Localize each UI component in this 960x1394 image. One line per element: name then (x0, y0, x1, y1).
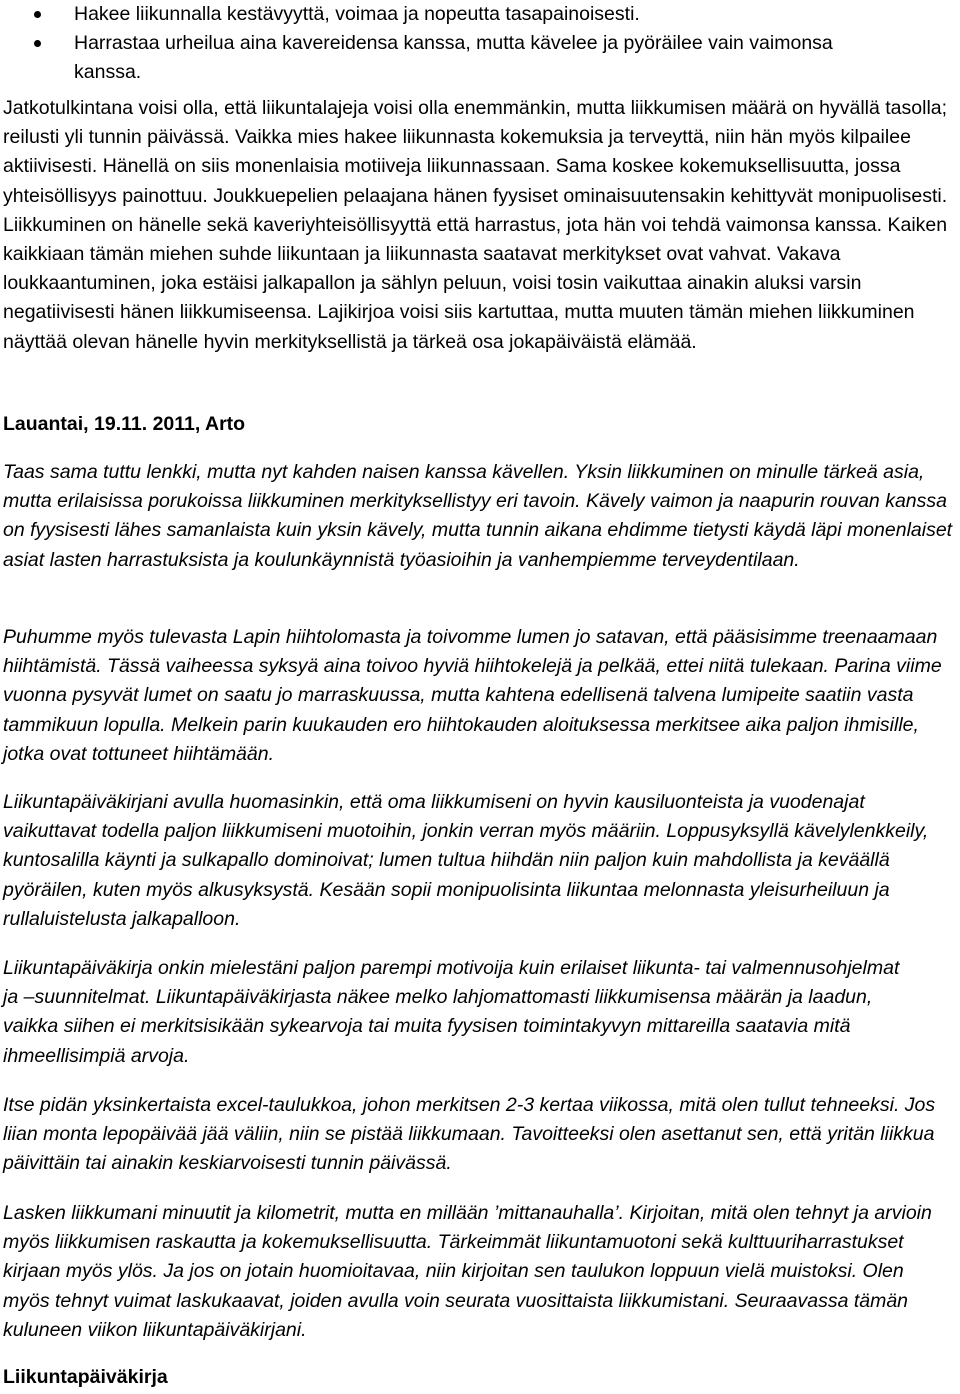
diary-paragraph: Liikuntapäiväkirjani avulla huomasinkin, että oma liikkumiseni on hyvin kausiluonteista ja vuodenajat vaikuttavat todella paljon liikkumiseni muotoihin, jonkin verran myös määriin. Loppusyksyllä kävelylenkkeily, kuntosalilla käynti ja sulkapallo dominoivat; lumen tultua hiihdän niin paljon kuin mahdollista ja keväällä pyöräilen, kuten myös alkusyksystä. Kesään sopii monipuolisinta liikuntaa melonnasta yleisurheiluun ja rullaluistelusta jalkapalloon. (3, 791, 929, 930)
bullet-icon (34, 11, 41, 18)
diary-heading: Lauantai, 19.11. 2011, Arto (3, 413, 246, 435)
section-heading: Liikuntapäiväkirja (3, 1366, 168, 1388)
list-item (0, 0, 960, 29)
bullet-text: Hakee liikunnalla kestävyyttä, voimaa ja nopeutta tasapainoisesti. (74, 3, 640, 25)
diary-paragraph: Itse pidän yksinkertaista excel-taulukkoa, johon merkitsen 2-3 kertaa viikossa, mitä olen tullut tehneeksi. Jos liian monta lepopäivää jää väliin, niin se pistää liikkumaan. Tavoitteeksi olen asettanut sen, että yritän liikkua päivittäin tai ainakin keskiarvoisesti tunnin päivässä. (3, 1094, 936, 1175)
bullet-icon (34, 40, 41, 47)
diary-paragraph: Taas sama tuttu lenkki, mutta nyt kahden naisen kanssa kävellen. Yksin liikkuminen on minulle tärkeä asia, mutta erilaisissa porukoissa liikkuminen merkityksellistyy eri tavoin. Kävely vaimon ja naapurin rouvan kanssa on fyysisesti lähes samanlaista kuin yksin kävely, mutta tunnin aikana ehdimme tietysti käydä läpi monenlaiset asiat lasten harrastuksista ja koulunkäynnistä työasioihin ja vanhempiemme terveydentilaan. (3, 461, 953, 571)
bullet-list (0, 0, 960, 88)
diary-paragraph: Liikuntapäiväkirja onkin mielestäni paljon parempi motivoija kuin erilaiset liikunta- tai valmennusohjelmat ja –suunnitelmat. Liikuntapäiväkirjasta näkee melko lahjomattomasti liikkumisensa määrän ja laadun, vaikka siihen ei merkitsisikään sykearvoja tai muita fyysisen toimintakyvyn mittareilla saatavia mitä ihmeellisimpiä arvoja. (3, 957, 900, 1067)
analysis-paragraph: Jatkotulkintana voisi olla, että liikuntalajeja voisi olla enemmänkin, mutta liikkumisen määrä on hyvällä tasolla; reilusti yli tunnin päivässä. Vaikka mies hakee liikunnasta kokemuksia ja terveyttä, niin hän myös kilpailee aktiivisesti. Hänellä on siis monenlaisia motiiveja liikunnassaan. Sama koskee kokemuksellisuutta, jossa yhteisöllisyys painottuu. Joukkuepelien pelaajana hänen fyysiset ominaisuutensakin kehittyvät monipuolisesti. Liikkuminen on hänelle sekä kaveriyhteisöllisyyttä että harrastus, jota hän voi tehdä vaimonsa kanssa. Kaiken kaikkiaan tämän miehen suhde liikuntaan ja liikunnasta saatavat merkitykset ovat vahvat. Vakava loukkaantuminen, joka estäisi jalkapallon ja sählyn peluun, voisi tosin vaikuttaa ainakin aluksi varsin negatiivisesti hänen liikkumiseensa. Lajikirjoa voisi siis kartuttaa, mutta muuten tämän miehen liikkuminen näyttää olevan hänelle hyvin merkityksellistä ja tärkeä osa jokapäiväistä elämää. (3, 97, 948, 353)
diary-paragraph: Puhumme myös tulevasta Lapin hiihtolomasta ja toivomme lumen jo satavan, että pääsisimme treenaamaan hiihtämistä. Tässä vaiheessa syksyä aina toivoo hyviä hiihtokelejä ja pelkää, ettei niitä tulekaan. Parina viime vuonna pysyvät lumet on saatu jo marraskuussa, mutta kahtena edellisenä talvena lumipeite saatiin vasta tammikuun lopulla. Melkein parin kuukauden ero hiihtokauden aloituksessa merkitsee aika paljon ihmisille, jotka ovat tottuneet hiihtämään. (3, 626, 942, 765)
list-item (0, 29, 960, 87)
diary-paragraph: Lasken liikkumani minuutit ja kilometrit, mutta en millään ’mittanauhalla’. Kirjoitan, mitä olen tehnyt ja arvioin myös liikkumisen raskautta ja kokemuksellisuutta. Tärkeimmät liikuntamuotoni sekä kulttuuriharrastukset kirjaan myös ylös. Ja jos on jotain huomioitavaa, niin kirjoitan sen taulukon loppuun vielä muistoksi. Olen myös tehnyt vuimat laskukaavat, joiden avulla voin seurata vuosittaista liikkumistani. Seuraavassa tämän kuluneen viikon liikuntapäiväkirjani. (3, 1202, 932, 1341)
bullet-text: Harrastaa urheilua aina kavereidensa kanssa, mutta kävelee ja pyöräilee vain vaimonsa kanssa. (74, 32, 833, 84)
